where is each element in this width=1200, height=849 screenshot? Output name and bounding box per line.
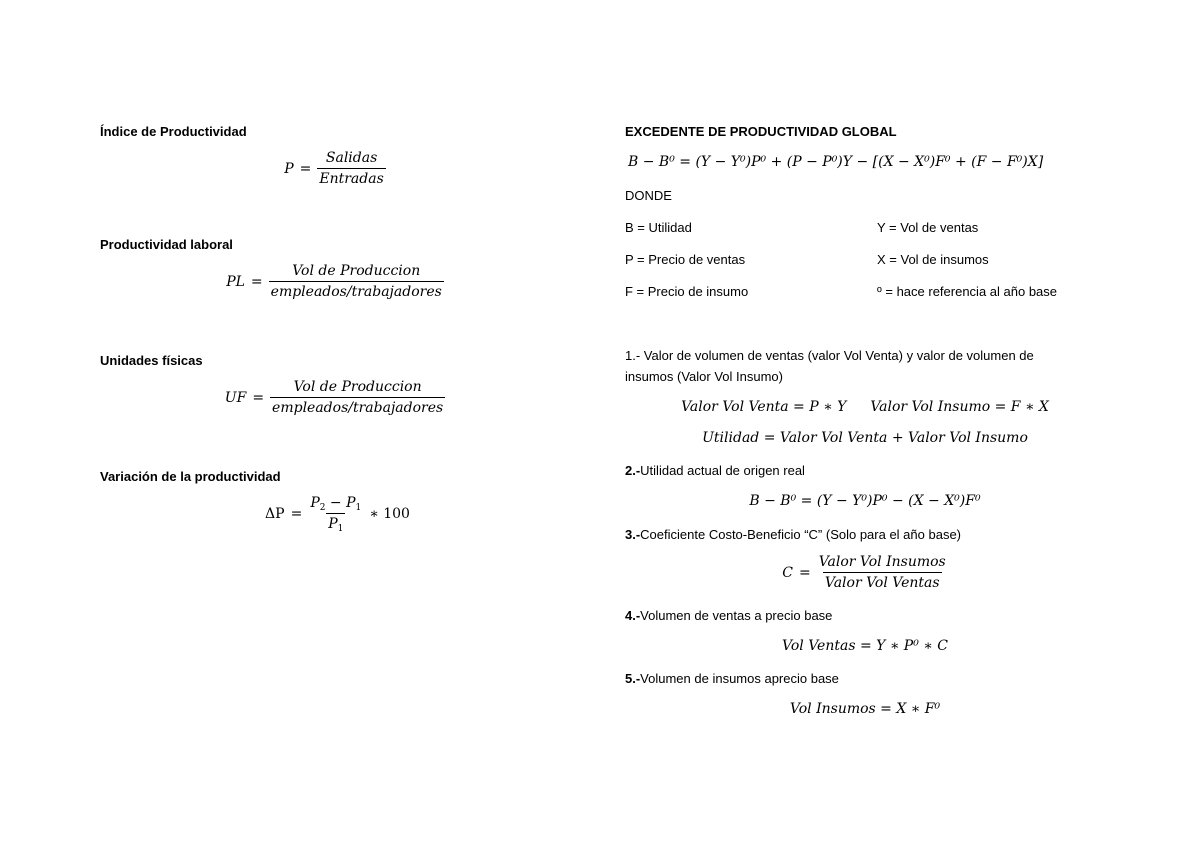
fraction bbox=[308, 495, 363, 532]
heading-unidades-fisicas: Unidades físicas bbox=[100, 353, 203, 368]
item5-text bbox=[625, 671, 839, 686]
fraction-numerator: Salidas bbox=[325, 150, 378, 166]
fraction bbox=[269, 263, 444, 300]
fraction-numerator: Valor Vol Insumos bbox=[818, 554, 946, 570]
definition-utilidad: B = Utilidad bbox=[625, 220, 692, 235]
label-donde: DONDE bbox=[625, 188, 672, 203]
formula-vol-insumos: Vol Insumos = X ∗ F⁰ bbox=[789, 701, 941, 717]
equals-sign: = bbox=[299, 160, 312, 177]
term-p: P bbox=[310, 495, 320, 511]
equals-sign: = bbox=[290, 505, 303, 522]
fraction bbox=[270, 379, 445, 416]
item-description: Coeficiente Costo-Beneficio “C” (Solo para el año base) bbox=[640, 527, 962, 542]
definition-ano-base: º = hace referencia al año base bbox=[877, 284, 1058, 299]
formula-tail: ∗ 100 bbox=[369, 505, 410, 522]
item2-text bbox=[625, 463, 805, 478]
definition-vol-ventas: Y = Vol de ventas bbox=[877, 220, 979, 235]
minus-sign: − bbox=[329, 495, 342, 511]
formula-variacion-productividad bbox=[255, 495, 420, 532]
heading-productividad-laboral: Productividad laboral bbox=[100, 237, 233, 252]
formula-valor-vol-insumo: Valor Vol Insumo = F ∗ X bbox=[870, 399, 1049, 415]
fraction-numerator: Vol de Produccion bbox=[293, 379, 422, 395]
formula-lhs: UF bbox=[224, 389, 247, 406]
subscript: 1 bbox=[337, 524, 344, 534]
definition-precio-ventas: P = Precio de ventas bbox=[625, 252, 746, 267]
fraction bbox=[317, 150, 385, 187]
heading-indice-productividad: Índice de Productividad bbox=[100, 124, 247, 139]
fraction bbox=[817, 554, 948, 591]
item-number: 5.- bbox=[625, 671, 641, 686]
formula-lhs: C bbox=[782, 564, 793, 581]
item4-text bbox=[625, 608, 832, 623]
formula-coeficiente-c bbox=[640, 554, 1090, 591]
formula-lhs: PL bbox=[226, 273, 245, 290]
subscript: 2 bbox=[319, 503, 326, 513]
item1-text-line1: 1.- Valor de volumen de ventas (valor Vol Venta) y valor de volumen de bbox=[625, 348, 1034, 363]
formula-productividad-laboral bbox=[210, 263, 460, 300]
fraction-denominator bbox=[326, 513, 345, 532]
subscript: 1 bbox=[355, 503, 362, 513]
fraction-numerator: Vol de Produccion bbox=[292, 263, 421, 279]
formula-indice-productividad bbox=[250, 150, 420, 187]
item1-formula-row bbox=[640, 399, 1090, 415]
fraction-denominator: Valor Vol Ventas bbox=[823, 572, 942, 591]
formula-unidades-fisicas bbox=[210, 379, 460, 416]
item-description: Utilidad actual de origen real bbox=[640, 463, 805, 478]
equals-sign: = bbox=[250, 273, 263, 290]
formula-excedente-global: B − B⁰ = (Y − Y⁰)P⁰ + (P − P⁰)Y − [(X − X⁰)F⁰ + (F − F⁰)X] bbox=[628, 154, 1044, 170]
definition-precio-insumo: F = Precio de insumo bbox=[625, 284, 749, 299]
term-p: P bbox=[328, 516, 338, 532]
item1-text-line2: insumos (Valor Vol Insumo) bbox=[625, 369, 783, 384]
equals-sign: = bbox=[798, 564, 811, 581]
item3-text bbox=[625, 527, 961, 542]
fraction-denominator: empleados/trabajadores bbox=[270, 397, 445, 416]
item-number: 4.- bbox=[625, 608, 641, 623]
item-number: 2.- bbox=[625, 463, 641, 478]
equals-sign: = bbox=[252, 389, 265, 406]
formula-lhs: P bbox=[284, 160, 294, 177]
heading-excedente-productividad: EXCEDENTE DE PRODUCTIVIDAD GLOBAL bbox=[625, 124, 897, 139]
item-description: Volumen de insumos aprecio base bbox=[640, 671, 839, 686]
term-p: P bbox=[346, 495, 356, 511]
definition-vol-insumos: X = Vol de insumos bbox=[877, 252, 989, 267]
heading-variacion-productividad: Variación de la productividad bbox=[100, 469, 281, 484]
formula-vol-ventas: Vol Ventas = Y ∗ P⁰ ∗ C bbox=[782, 638, 948, 654]
formula-utilidad-real: B − B⁰ = (Y − Y⁰)P⁰ − (X − X⁰)F⁰ bbox=[749, 493, 981, 509]
item-number: 3.- bbox=[625, 527, 641, 542]
item-description: Volumen de ventas a precio base bbox=[640, 608, 833, 623]
fraction-numerator bbox=[308, 495, 363, 513]
formula-lhs: ΔP bbox=[265, 505, 285, 522]
fraction-denominator: empleados/trabajadores bbox=[269, 281, 444, 300]
formula-utilidad: Utilidad = Valor Vol Venta + Valor Vol Insumo bbox=[702, 430, 1028, 446]
formula-valor-vol-venta: Valor Vol Venta = P ∗ Y bbox=[681, 399, 847, 415]
fraction-denominator: Entradas bbox=[317, 168, 385, 187]
